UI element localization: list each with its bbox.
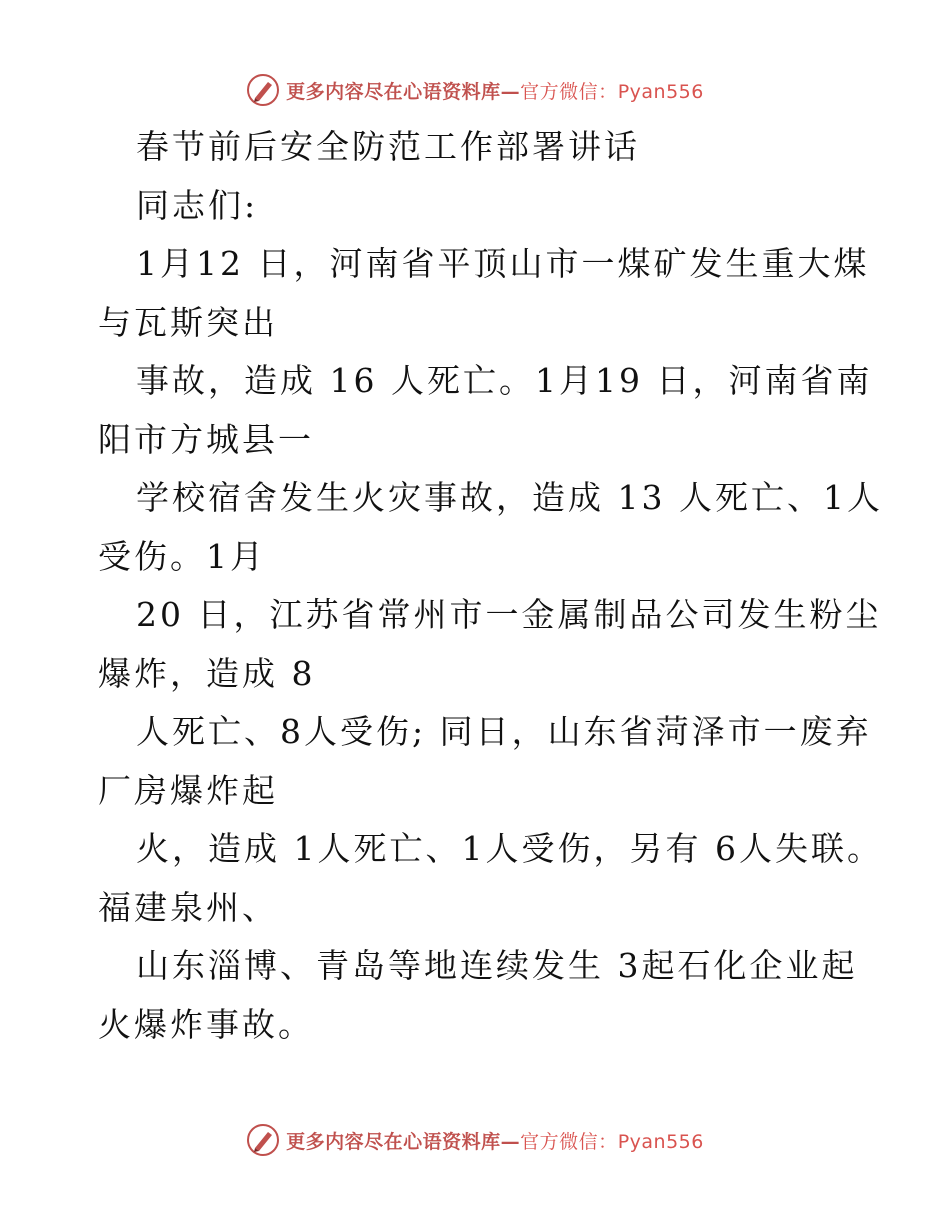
document-title: 春节前后安全防范工作部署讲话 xyxy=(136,127,640,166)
document-greeting: 同志们: xyxy=(136,185,259,225)
document-line: 受伤。1月 xyxy=(98,536,266,576)
document-paragraph xyxy=(98,235,883,1054)
document-line: 人死亡、8人受伤; 同日，山东省菏泽市一废弃 xyxy=(136,712,872,751)
footer-banner-id: Pyan556 xyxy=(617,1130,704,1153)
header-banner-suffix: 官方微信： xyxy=(520,80,618,103)
header-banner-dash: — xyxy=(500,80,521,103)
document-line: 山东淄博、青岛等地连续发生 3起石化企业起 xyxy=(136,946,858,985)
footer-banner-dash: — xyxy=(500,1130,521,1153)
document-line: 福建泉州、 xyxy=(98,887,278,927)
header-banner-main: 更多内容尽在心语资料库 xyxy=(286,80,501,103)
document-line: 火，造成 1人死亡、1人受伤，另有 6人失联。 xyxy=(136,829,883,868)
footer-banner-text xyxy=(286,1127,704,1154)
footer-banner xyxy=(0,1122,950,1158)
document-body xyxy=(98,118,883,1054)
document-line: 事故，造成 16 人死亡。1月19 日，河南省南 xyxy=(136,361,873,400)
pen-logo-icon xyxy=(246,1123,280,1157)
document-line: 爆炸，造成 8 xyxy=(98,653,316,693)
document-line: 20 日，江苏省常州市一金属制品公司发生粉尘 xyxy=(136,595,882,634)
document-line: 1月12 日，河南省平顶山市一煤矿发生重大煤 xyxy=(136,244,870,283)
header-banner xyxy=(0,72,950,108)
footer-banner-main: 更多内容尽在心语资料库 xyxy=(286,1130,501,1153)
document-line: 与瓦斯突出 xyxy=(98,302,278,342)
pen-logo-icon xyxy=(246,73,280,107)
document-line: 学校宿舍发生火灾事故，造成 13 人死亡、1人 xyxy=(136,478,883,517)
header-banner-id: Pyan556 xyxy=(617,80,704,103)
document-line: 火爆炸事故。 xyxy=(98,1004,314,1044)
document-line: 厂房爆炸起 xyxy=(98,770,278,810)
footer-banner-suffix: 官方微信： xyxy=(520,1130,618,1153)
document-line: 阳市方城县一 xyxy=(98,419,314,459)
header-banner-text xyxy=(286,77,704,104)
